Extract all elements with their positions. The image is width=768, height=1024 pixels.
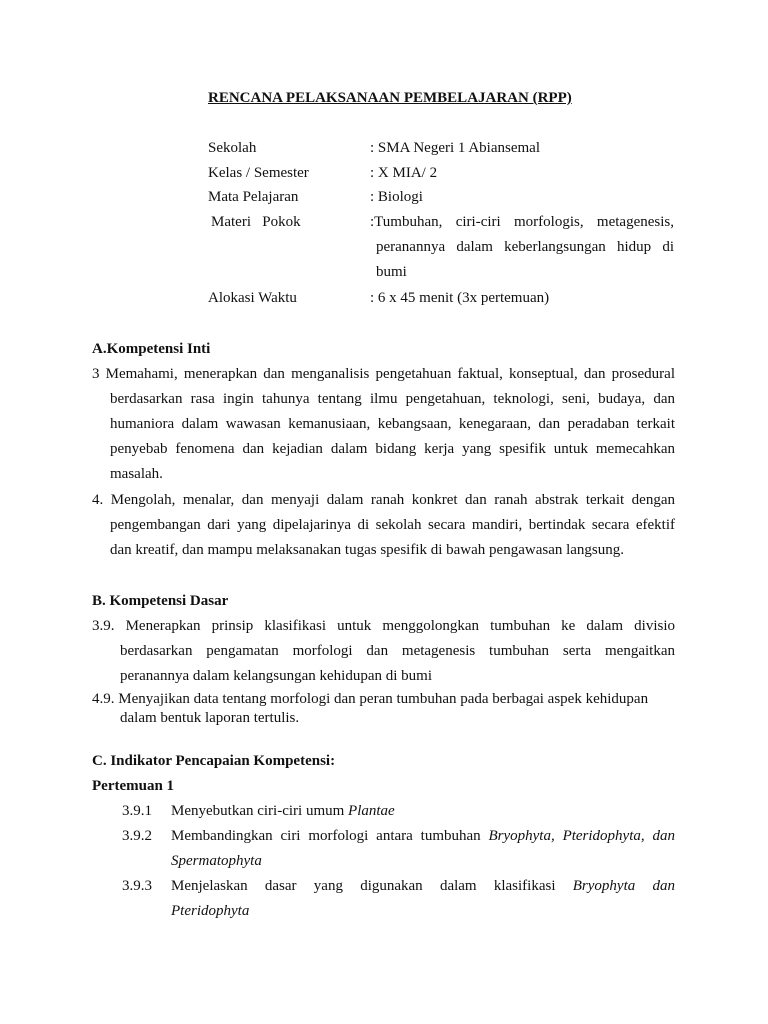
time-value: : 6 x 45 menit (3x pertemuan) <box>370 290 550 306</box>
school-label: Sekolah <box>208 140 257 156</box>
topic-line: :Tumbuhan, ciri-ciri morfologis, metagenesis, <box>370 214 674 230</box>
indicator-text-plain: Menyebutkan ciri-ciri umum <box>171 803 349 819</box>
indicator-text-plain: Membandingkan ciri morfologi antara tumbuhan <box>171 828 489 844</box>
indicator-text <box>171 874 675 924</box>
meeting-heading: Pertemuan 1 <box>92 778 175 794</box>
ki-3-line: masalah. <box>110 466 163 482</box>
school-value: : SMA Negeri 1 Abiansemal <box>370 140 540 156</box>
kd-3-9-line: 3.9. Menerapkan prinsip klasifikasi untuk menggolongkan tumbuhan ke dalam divisio <box>92 618 675 634</box>
ki-3-line: 3 Memahami, menerapkan dan menganalisis pengetahuan faktual, konseptual, dan prosedural <box>92 366 675 382</box>
kd-3-9 <box>92 614 675 689</box>
section-b-heading: B. Kompetensi Dasar <box>92 593 229 609</box>
topic-line: bumi <box>376 264 407 280</box>
ki-4-line: 4. Mengolah, menalar, dan menyaji dalam ranah konkret dan ranah abstrak terkait dengan <box>92 492 675 508</box>
indicator-text-italic: Bryophyta, Pteridophyta, dan <box>488 828 675 844</box>
time-label: Alokasi Waktu <box>208 290 297 306</box>
indicator-text-italic: Spermatophyta <box>171 853 262 869</box>
ki-item-4 <box>92 488 675 563</box>
ki-3-line: humaniora dalam wawasan kemanusiaan, kebangsaan, kenegaraan, dan peradaban terkait <box>110 416 675 432</box>
topic-label: Materi Pokok <box>211 214 301 230</box>
ki-4-line: pengembangan dari yang dipelajarinya di sekolah secara mandiri, bertindak secara efektif <box>110 517 675 533</box>
ki-4-line: dan kreatif, dan mampu melaksanakan tugas spesifik di bawah pengawasan langsung. <box>110 542 625 558</box>
subject-value: : Biologi <box>370 189 423 205</box>
ki-item-3 <box>92 362 675 487</box>
topic-value <box>370 210 674 285</box>
indicator-text-plain: Menjelaskan dasar yang digunakan dalam klasifikasi <box>171 878 573 894</box>
document-title: RENCANA PELAKSANAAN PEMBELAJARAN (RPP) <box>208 90 572 106</box>
kd-4-9-line: dalam bentuk laporan tertulis. <box>120 710 300 726</box>
indicator-text-italic: Plantae <box>348 803 395 819</box>
ki-3-line: berdasarkan rasa ingin tahunya tentang ilmu pengetahuan, teknologi, seni, budaya, dan <box>110 391 675 407</box>
section-a-heading: A.Kompetensi Inti <box>92 341 211 357</box>
kd-4-9-line: 4.9. Menyajikan data tentang morfologi dan peran tumbuhan pada berbagai aspek kehidupan <box>92 691 649 707</box>
class-label: Kelas / Semester <box>208 165 309 181</box>
kd-3-9-line: peranannya dalam kelangsungan kehidupan di bumi <box>120 668 432 684</box>
ki-3-line: penyebab fenomena dan kejadian dalam bidang kerja yang spesifik untuk memecahkan <box>110 441 675 457</box>
kd-4-9 <box>92 690 675 728</box>
indicator-number: 3.9.2 <box>122 828 152 844</box>
kd-3-9-line: berdasarkan pengamatan morfologi dan metagenesis tumbuhan serta mengaitkan <box>120 643 675 659</box>
indicator-number: 3.9.3 <box>122 878 152 894</box>
indicator-number: 3.9.1 <box>122 803 152 819</box>
indicator-text <box>171 799 675 824</box>
section-c-heading: C. Indikator Pencapaian Kompetensi: <box>92 753 336 769</box>
indicator-text-italic: Pteridophyta <box>171 903 250 919</box>
indicator-text <box>171 824 675 874</box>
indicator-text-italic: Bryophyta dan <box>572 878 675 894</box>
topic-line: peranannya dalam keberlangsungan hidup di <box>376 239 674 255</box>
class-value: : X MIA/ 2 <box>370 165 438 181</box>
subject-label: Mata Pelajaran <box>208 189 299 205</box>
